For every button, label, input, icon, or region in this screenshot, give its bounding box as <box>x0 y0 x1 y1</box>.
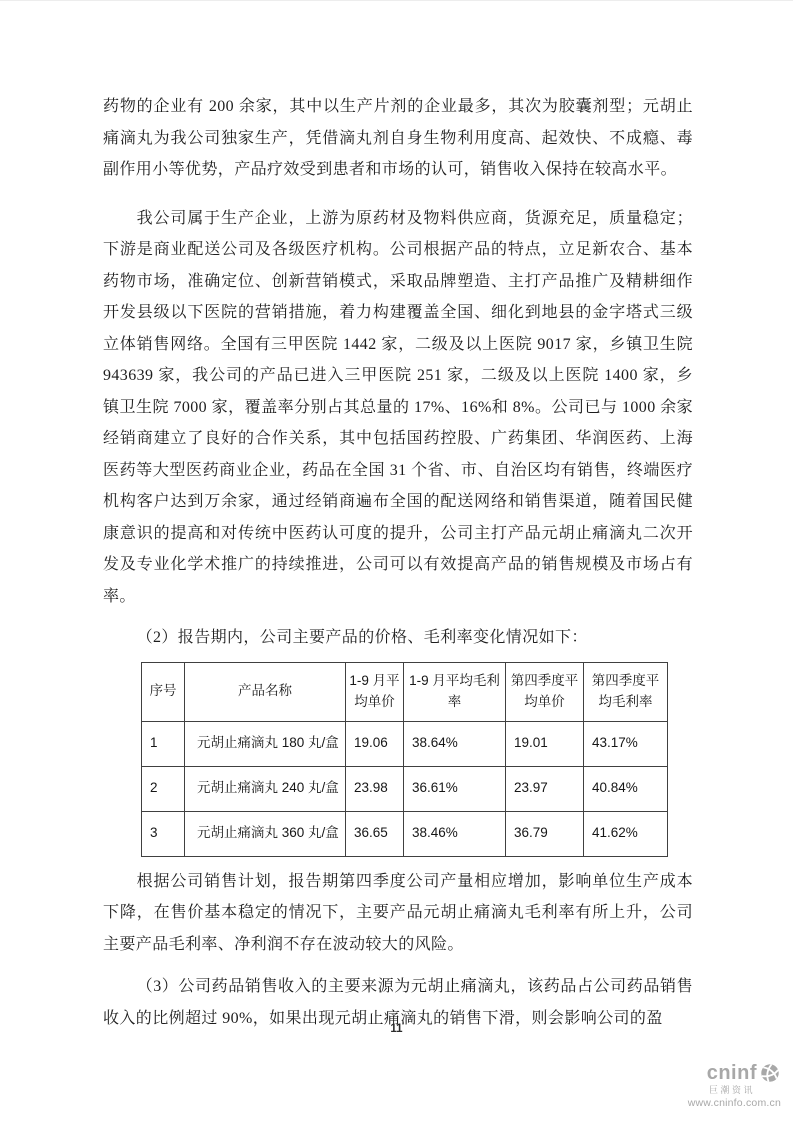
cell-q4-avg-margin: 41.62% <box>584 811 668 856</box>
page-number: 11 <box>390 1023 403 1035</box>
table-row <box>142 721 668 766</box>
cell-avg-margin-1-9: 38.64% <box>404 721 506 766</box>
body-paragraph-3: 根据公司销售计划，报告期第四季度公司产量相应增加，影响单位生产成本下降，在售价基本稳定的情况下，主要产品元胡止痛滴丸毛利率有所上升，公司主要产品毛利率、净利润不存在波动较大的风险。 <box>103 872 693 953</box>
cninfo-swirl-icon <box>759 1062 781 1084</box>
header-cell-q4-avg-price: 第四季度平均单价 <box>506 662 584 721</box>
cell-avg-price-1-9: 36.65 <box>346 811 404 856</box>
header-cell-q4-avg-margin: 第四季度平均毛利率 <box>584 662 668 721</box>
header-cell-avg-price-1-9: 1-9 月平均单价 <box>346 662 404 721</box>
header-cell-avg-margin-1-9: 1-9 月平均毛利率 <box>404 662 506 721</box>
cell-index: 3 <box>142 811 185 856</box>
document-body <box>103 91 693 1034</box>
cell-product-name: 元胡止痛滴丸 360 丸/盒 <box>185 811 346 856</box>
body-paragraph-1: 药物的企业有 200 余家，其中以生产片剂的企业最多，其次为胶囊剂型；元胡止痛滴丸为我公司独家生产，凭借滴丸剂自身生物利用度高、起效快、不成瘾、毒副作用小等优势，产品疗效受到患者和市场的认可，销售收入保持在较高水平。 <box>103 98 693 178</box>
price-margin-table <box>141 662 668 857</box>
cell-q4-avg-margin: 43.17% <box>584 721 668 766</box>
cninfo-brand-chinese: 巨潮资讯 <box>708 1085 755 1095</box>
cninfo-brand-text: cninf <box>706 1062 757 1084</box>
cninfo-watermark <box>688 1062 781 1109</box>
table-row <box>142 811 668 856</box>
cell-q4-avg-price: 36.79 <box>506 811 584 856</box>
cell-product-name: 元胡止痛滴丸 180 丸/盒 <box>185 721 346 766</box>
cninfo-website-url: www.cninfo.com.cn <box>687 1097 781 1109</box>
cell-avg-price-1-9: 23.98 <box>346 766 404 811</box>
header-cell-index: 序号 <box>142 662 185 721</box>
cell-index: 1 <box>142 721 185 766</box>
body-paragraph-2: 我公司属于生产企业，上游为原药材及物料供应商，货源充足，质量稳定；下游是商业配送公司及各级医疗机构。公司根据产品的特点，立足新农合、基本药物市场，准确定位、创新营销模式，采取品牌塑造、主打产品推广及精耕细作开发县级以下医院的营销措施，着力构建覆盖全国、细化到地县的金字塔式三级立体销售网络。全国有三甲医院 1442 家，二级及以上医院 9017 家，乡镇卫生院 943639 家，我公司的产品已进入三甲医院 251 家，二级及以上医院 1400 家，乡镇卫生院 7000 家，覆盖率分别占其总量的 17%、16%和 8%。公司已与 1000 余家经销商建立了良好的合作关系，其中包括国药控股、广药集团、华润医药、上海医药等大型医药商业企业，药品在全国 31 个省、市、自治区均有销售，终端医疗机构客户达到万余家，通过经销商遍布全国的配送网络和销售渠道，随着国民健康意识的提高和对传统中医药认可度的提升，公司主打产品元胡止痛滴丸二次开发及专业化学术推广的持续推进，公司可以有效提高产品的销售规模及市场占有率。 <box>103 209 693 605</box>
cell-avg-margin-1-9: 36.61% <box>404 766 506 811</box>
cell-q4-avg-margin: 40.84% <box>584 766 668 811</box>
section-2-heading: （2）报告期内，公司主要产品的价格、毛利率变化情况如下： <box>136 629 588 646</box>
cell-q4-avg-price: 19.01 <box>506 721 584 766</box>
cell-product-name: 元胡止痛滴丸 240 丸/盒 <box>185 766 346 811</box>
cell-index: 2 <box>142 766 185 811</box>
header-cell-product-name: 产品名称 <box>185 662 346 721</box>
cell-q4-avg-price: 23.97 <box>506 766 584 811</box>
cell-avg-price-1-9: 19.06 <box>346 721 404 766</box>
table-header-row <box>142 662 668 721</box>
cell-avg-margin-1-9: 38.46% <box>404 811 506 856</box>
body-paragraph-4: （3）公司药品销售收入的主要来源为元胡止痛滴丸，该药品占公司药品销售收入的比例超过 90%，如果出现元胡止痛滴丸的销售下滑，则会影响公司的盈 <box>103 978 693 1027</box>
table-row <box>142 766 668 811</box>
